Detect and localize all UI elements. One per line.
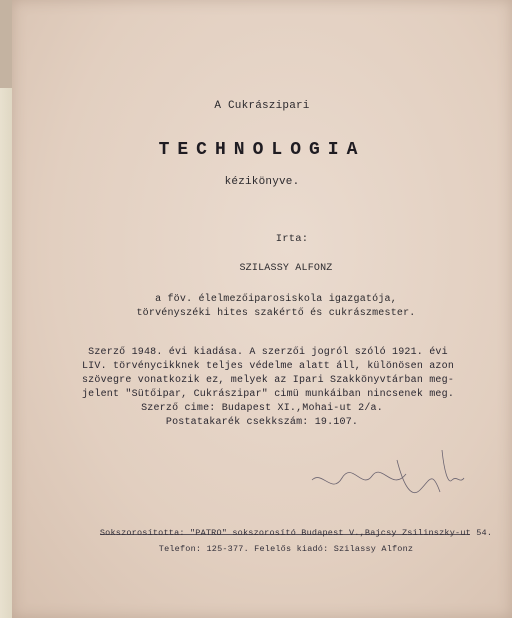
notice-line-2: LIV. törvénycikknek teljes védelme alatt áll, különösen azon xyxy=(81,361,455,372)
heading-line-1: A Cukrászipari xyxy=(214,100,310,112)
footer-line-1: Sokszorosította: "PATRO" sokszorosító Budapest V.,Bajcsy Zsilinszky-ut 54. xyxy=(99,528,493,538)
notice-line-1: Szerző 1948. évi kiadása. A szerzői jogról szóló 1921. évi xyxy=(88,347,448,358)
author-label: Irta: xyxy=(275,233,309,245)
author-desc-2: törvényszéki hites szakértő és cukrászmester. xyxy=(136,308,416,319)
author-name: SZILASSY ALFONZ xyxy=(239,263,333,274)
notice-line-5: Szerző cime: Budapest XI.,Mohai-ut 2/a. xyxy=(141,403,383,414)
title-page xyxy=(12,0,512,618)
footer-line-2: Telefon: 125-377. Felelős kiadó: Szilassy Alfonz xyxy=(158,544,414,554)
notice-line-6: Postatakarék csekkszám: 19.107. xyxy=(165,417,359,428)
notice-line-3: szövegre vonatkozik ez, melyek az Ipari Szakkönyvtárban meg- xyxy=(81,375,455,386)
handwritten-signature xyxy=(302,440,482,530)
heading-line-3: kézikönyve. xyxy=(224,176,300,188)
author-desc-1: a föv. élelmezőiparosiskola igazgatója, xyxy=(155,294,397,305)
notice-line-4: jelent "Sütőipar, Cukrászipar" cimü munkáiban nincsenek meg. xyxy=(81,389,455,400)
book-title: TECHNOLOGIA xyxy=(158,140,366,160)
